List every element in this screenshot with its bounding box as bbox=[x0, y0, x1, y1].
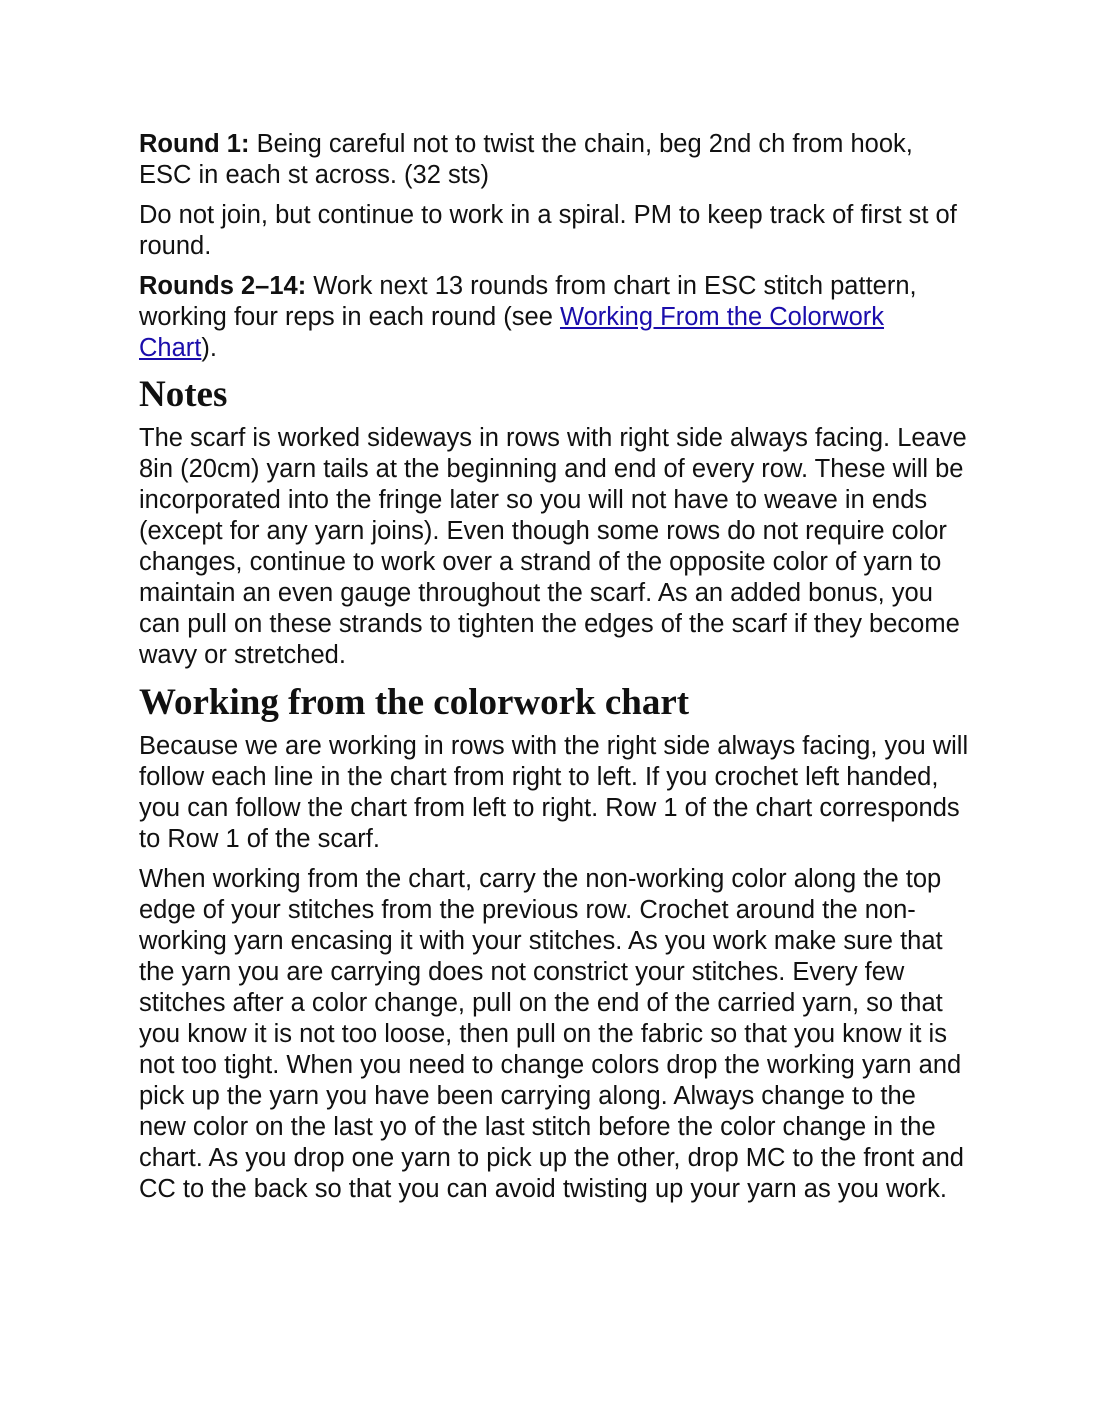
spiral-instruction: Do not join, but continue to work in a spiral. PM to keep track of first st of round. bbox=[139, 201, 957, 260]
colorwork-chart-heading: Working from the colorwork chart bbox=[139, 682, 690, 723]
round-1-instruction bbox=[139, 129, 969, 191]
notes-paragraph: The scarf is worked sideways in rows with right side always facing. Leave 8in (20cm) yarn tails at the beginning and end of every row. These will be incorporated into the fringe later so you will not have to weave in ends (except for any yarn joins). Even though some rows do not require color changes, continue to work over a strand of the opposite color of yarn to maintain an even gauge throughout the scarf. As an added bonus, you can pull on these strands to tighten the edges of the scarf if they become wavy or stretched. bbox=[139, 424, 967, 669]
document-page bbox=[139, 129, 969, 1214]
rounds-2-14-text-end: ). bbox=[201, 334, 217, 362]
notes-heading: Notes bbox=[139, 374, 228, 415]
colorwork-paragraph-2: When working from the chart, carry the non-working color along the top edge of your stitches from the previous row. Crochet around the non-working yarn encasing it with your stitches. As you work make sure that the yarn you are carrying does not constrict your stitches. Every few stitches after a color change, pull on the end of the carried yarn, so that you know it is not too loose, then pull on the fabric so that you know it is not too tight. When you need to change colors drop the working yarn and pick up the yarn you have been carrying along. Always change to the new color on the last yo of the last stitch before the color change in the chart. As you drop one yarn to pick up the other, drop MC to the front and CC to the back so that you can avoid twisting up your yarn as you work. bbox=[139, 865, 964, 1203]
round-1-label: Round 1: bbox=[139, 130, 250, 158]
rounds-2-14-instruction bbox=[139, 271, 969, 364]
rounds-2-14-text: Work next 13 rounds from chart in ESC stitch pattern, working four reps in each round (see bbox=[139, 272, 917, 331]
colorwork-chart-link[interactable]: Working From the Colorwork Chart bbox=[139, 303, 885, 362]
rounds-2-14-label: Rounds 2–14: bbox=[139, 272, 307, 300]
colorwork-paragraph-1: Because we are working in rows with the right side always facing, you will follow each line in the chart from right to left. If you crochet left handed, you can follow the chart from left to right. Row 1 of the chart corresponds to Row 1 of the scarf. bbox=[139, 732, 969, 853]
round-1-text: Being careful not to twist the chain, beg 2nd ch from hook, ESC in each st across. (32 sts) bbox=[139, 130, 913, 189]
